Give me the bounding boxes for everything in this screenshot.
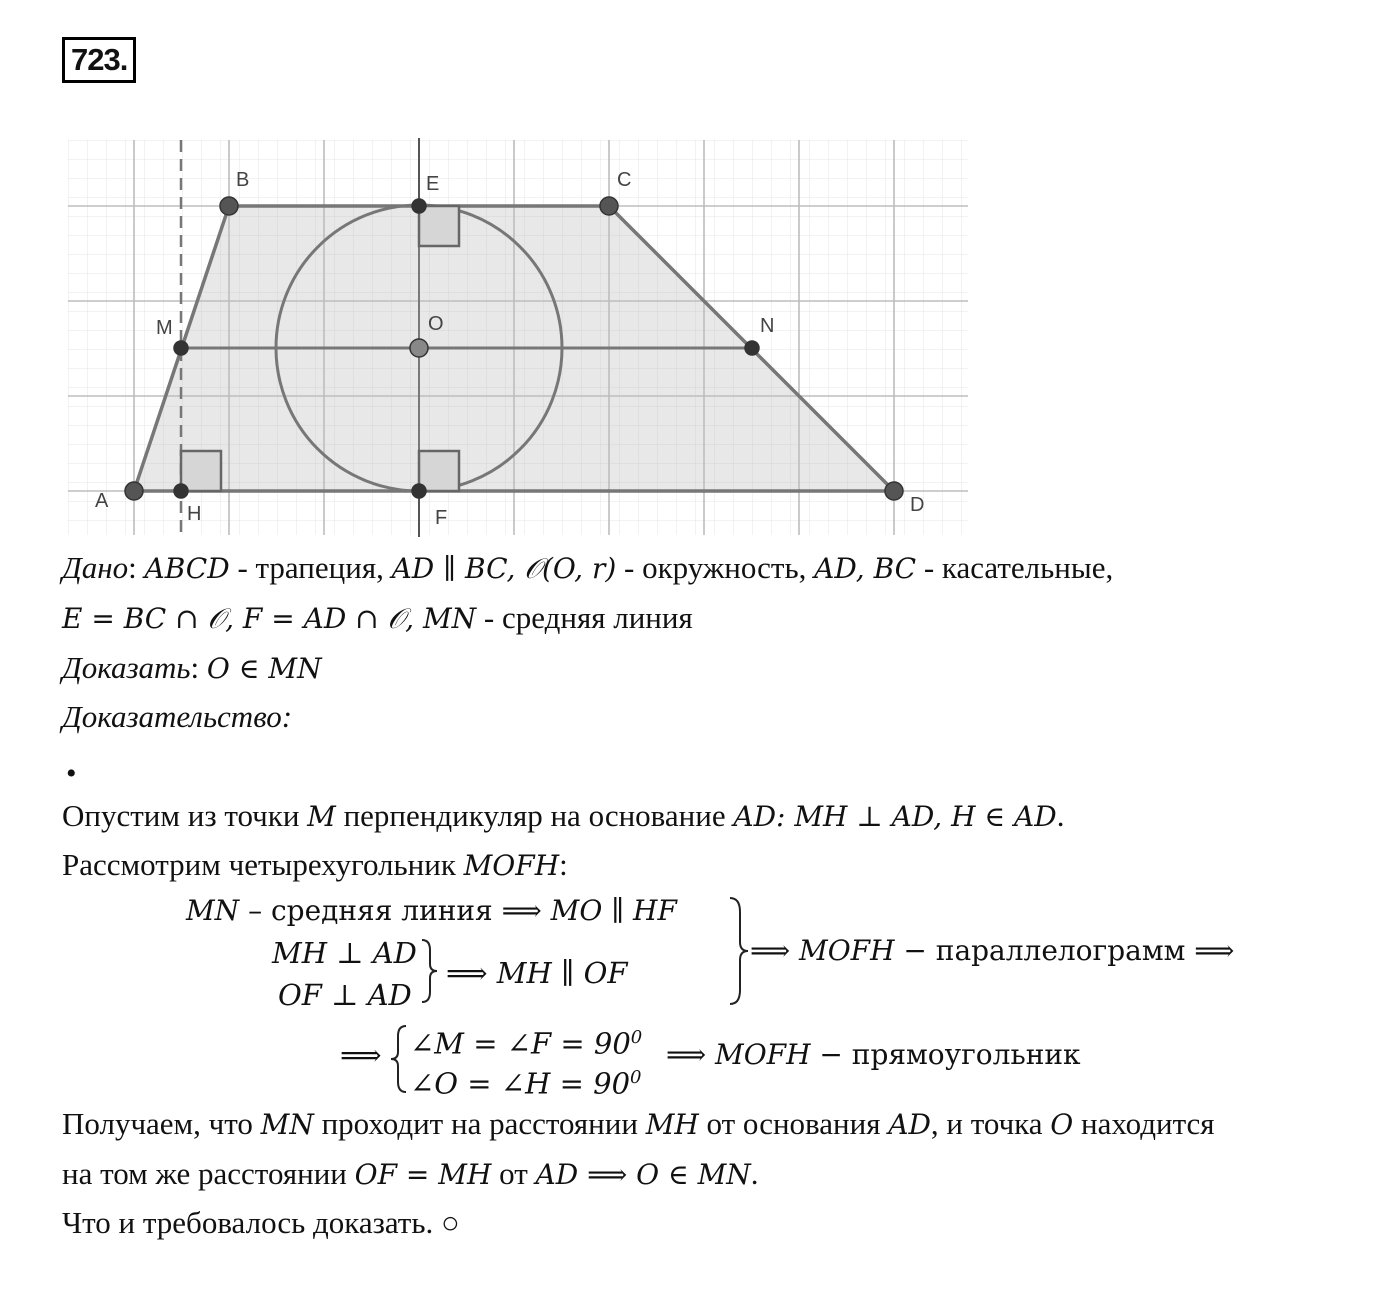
system-conclusion: ⟹ MOFH − параллелограмм ⟹	[750, 934, 1235, 967]
given-line-2: E = BC ∩ 𝒪, F = AD ∩ 𝒪, MN - средняя линия	[62, 600, 693, 635]
point-m	[174, 341, 188, 355]
label-d: D	[910, 494, 925, 516]
final-line-2: на том же расстоянии OF = MH от AD ⟹ O ∈ MN.	[62, 1156, 759, 1191]
point-b	[220, 197, 238, 215]
system-parallel-result: ⟹ MH ∥ OF	[446, 956, 628, 990]
point-d	[885, 482, 903, 500]
point-h	[174, 484, 188, 498]
outer-brace	[726, 896, 752, 1006]
label-n: N	[760, 315, 775, 337]
system-row-3: OF ⊥ AD	[278, 978, 412, 1012]
label-c: C	[617, 169, 632, 191]
qed-line: Что и требовалось доказать. ○	[62, 1205, 460, 1240]
label-m: M	[156, 317, 173, 339]
label-o: O	[428, 313, 444, 335]
final-line-1: Получаем, что MN проходит на расстоянии MH от основания AD, и точка O находится	[62, 1106, 1215, 1141]
system-row-1: MN – средняя линия ⟹ MO ∥ HF	[186, 894, 677, 927]
point-f	[412, 484, 426, 498]
given-label: Дано	[62, 550, 129, 585]
step-1: Опустим из точки M перпендикуляр на основание AD: MH ⊥ AD, H ∈ AD.	[62, 798, 1065, 833]
right-angle-h	[181, 451, 221, 491]
angles-lead-arrow: ⟹	[340, 1038, 382, 1072]
label-e: E	[426, 173, 440, 195]
bullet: •	[66, 757, 77, 790]
angles-brace	[388, 1024, 410, 1094]
inner-brace	[418, 938, 440, 1004]
angles-row-1: ∠M = ∠F = $90^0$	[410, 1026, 643, 1061]
right-angle-f	[419, 451, 459, 491]
point-n	[745, 341, 759, 355]
point-o	[410, 339, 428, 357]
right-angle-e	[419, 206, 459, 246]
label-b: B	[236, 169, 250, 191]
label-h: H	[187, 503, 202, 525]
prove-label: Доказать	[62, 650, 191, 685]
system-row-2: MH ⊥ AD	[272, 936, 417, 970]
point-a	[125, 482, 143, 500]
point-e	[412, 199, 426, 213]
label-f: F	[435, 507, 448, 529]
proof-label: Доказательство:	[62, 699, 293, 734]
given-line-1: Дано: ABCD - трапеция, AD ∥ BC, 𝒪(O, r) - окружность, AD, BC - касательные,	[62, 550, 1114, 585]
prove-line: Доказать: O ∈ MN	[62, 650, 322, 685]
point-c	[600, 197, 618, 215]
step-2: Рассмотрим четырехугольник MOFH:	[62, 847, 568, 882]
rectangle-result: ⟹ MOFH − прямоугольник	[666, 1038, 1081, 1071]
trapezoid-figure	[60, 130, 975, 545]
problem-number: 723.	[62, 37, 136, 83]
angles-row-2: ∠O = ∠H = $90^0$	[410, 1066, 642, 1101]
label-a: A	[95, 490, 109, 512]
